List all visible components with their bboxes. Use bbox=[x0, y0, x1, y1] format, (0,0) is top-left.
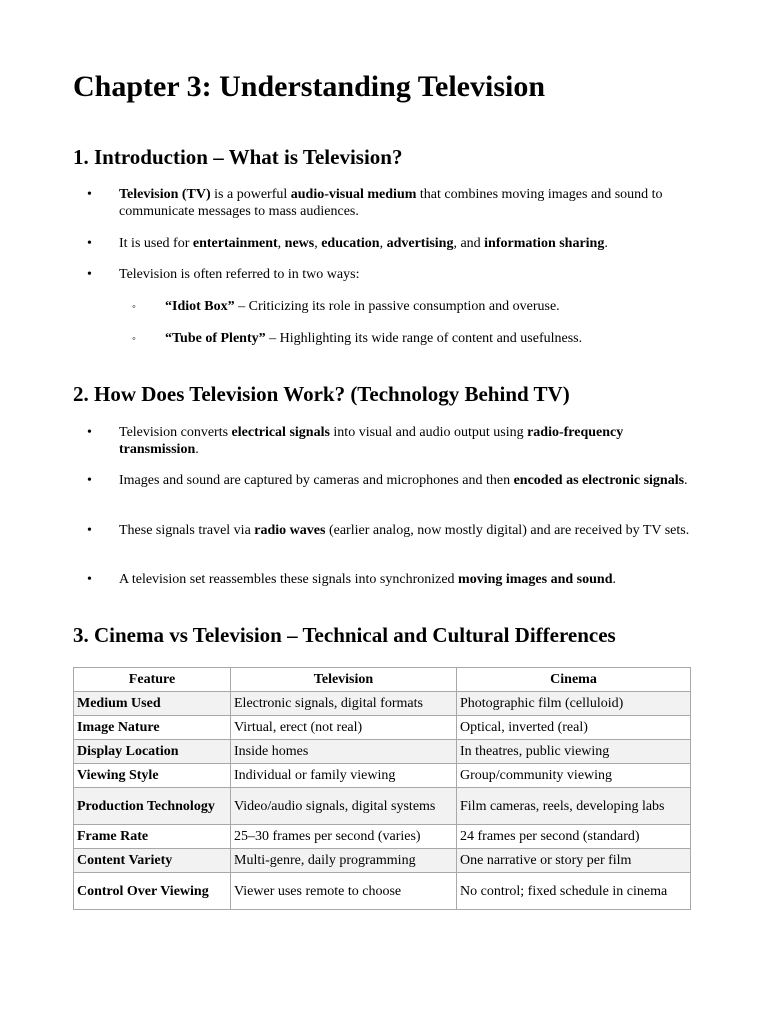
text: , bbox=[379, 236, 387, 251]
bold-text: information sharing bbox=[484, 236, 605, 251]
bullet-item bbox=[119, 266, 699, 283]
cinema-cell: No control; fixed schedule in cinema bbox=[457, 873, 691, 910]
television-cell: Inside homes bbox=[231, 740, 457, 764]
cinema-cell: Optical, inverted (real) bbox=[457, 716, 691, 740]
television-cell: Individual or family viewing bbox=[231, 764, 457, 788]
text: Television converts bbox=[119, 425, 232, 440]
table-row bbox=[74, 873, 691, 910]
text: is a powerful bbox=[210, 187, 291, 202]
text: , and bbox=[453, 236, 485, 251]
bullet-item bbox=[119, 472, 699, 489]
feature-cell: Medium Used bbox=[74, 692, 231, 716]
text: Television is often referred to in two ways: bbox=[119, 267, 360, 282]
bold-text: entertainment bbox=[192, 236, 278, 251]
bold-text: radio-frequency transmission bbox=[119, 425, 624, 457]
table-row bbox=[74, 692, 691, 716]
table-row bbox=[74, 849, 691, 873]
text: Images and sound are captured by cameras and microphones and then bbox=[119, 473, 514, 488]
bold-text: encoded as electronic signals bbox=[513, 473, 685, 488]
cinema-cell: 24 frames per second (standard) bbox=[457, 825, 691, 849]
sub-bullet-item bbox=[165, 298, 705, 315]
television-cell: Electronic signals, digital formats bbox=[231, 692, 457, 716]
bullet-item bbox=[119, 522, 699, 539]
table-row bbox=[74, 764, 691, 788]
cinema-cell: Photographic film (celluloid) bbox=[457, 692, 691, 716]
chapter-title: Chapter 3: Understanding Television bbox=[73, 70, 546, 103]
bold-text: electrical signals bbox=[231, 425, 330, 440]
cinema-cell: In theatres, public viewing bbox=[457, 740, 691, 764]
feature-cell: Content Variety bbox=[74, 849, 231, 873]
cinema-cell: One narrative or story per film bbox=[457, 849, 691, 873]
text: – Highlighting its wide range of content and usefulness. bbox=[265, 331, 583, 346]
table-body bbox=[74, 692, 691, 910]
text: (earlier analog, now mostly digital) and are received by TV sets. bbox=[325, 523, 690, 538]
column-header-feature: Feature bbox=[74, 668, 231, 692]
table-row bbox=[74, 788, 691, 825]
bold-text: radio waves bbox=[254, 523, 326, 538]
text: . bbox=[612, 572, 616, 587]
bold-text: advertising bbox=[386, 236, 454, 251]
section-heading-how-tv-works: 2. How Does Television Work? (Technology Behind TV) bbox=[73, 382, 570, 406]
text: A television set reassembles these signals into synchronized bbox=[119, 572, 459, 587]
bullet-item bbox=[119, 571, 699, 588]
television-cell: Viewer uses remote to choose bbox=[231, 873, 457, 910]
text: These signals travel via bbox=[119, 523, 255, 538]
television-cell: 25–30 frames per second (varies) bbox=[231, 825, 457, 849]
sub-bullet-item bbox=[165, 330, 705, 347]
bold-text: news bbox=[284, 236, 315, 251]
bullet-item bbox=[119, 235, 699, 252]
table-row bbox=[74, 716, 691, 740]
television-cell: Multi-genre, daily programming bbox=[231, 849, 457, 873]
text: . bbox=[195, 442, 199, 457]
bold-text: moving images and sound bbox=[458, 572, 613, 587]
text: , bbox=[277, 236, 285, 251]
column-header-television: Television bbox=[231, 668, 457, 692]
cinema-cell: Group/community viewing bbox=[457, 764, 691, 788]
feature-cell: Viewing Style bbox=[74, 764, 231, 788]
feature-cell: Production Technology bbox=[74, 788, 231, 825]
television-cell: Video/audio signals, digital systems bbox=[231, 788, 457, 825]
text: into visual and audio output using bbox=[329, 425, 528, 440]
text: . bbox=[684, 473, 688, 488]
table-header-row bbox=[74, 668, 691, 692]
text: that combines moving images and sound to communicate messages to mass audiences. bbox=[119, 187, 663, 219]
bold-text: education bbox=[321, 236, 380, 251]
bullet-item bbox=[119, 186, 699, 220]
television-cell: Virtual, erect (not real) bbox=[231, 716, 457, 740]
feature-cell: Display Location bbox=[74, 740, 231, 764]
bold-text: “Idiot Box” bbox=[165, 299, 235, 314]
table-row bbox=[74, 825, 691, 849]
comparison-table bbox=[73, 667, 691, 910]
text: – Criticizing its role in passive consumption and overuse. bbox=[234, 299, 560, 314]
text: . bbox=[604, 236, 608, 251]
column-header-cinema: Cinema bbox=[457, 668, 691, 692]
table-row bbox=[74, 740, 691, 764]
bold-text: Television (TV) bbox=[119, 187, 211, 202]
bullet-item bbox=[119, 424, 699, 458]
section-heading-introduction: 1. Introduction – What is Television? bbox=[73, 145, 403, 169]
cinema-cell: Film cameras, reels, developing labs bbox=[457, 788, 691, 825]
bold-text: “Tube of Plenty” bbox=[165, 331, 266, 346]
bold-text: audio-visual medium bbox=[290, 187, 417, 202]
feature-cell: Frame Rate bbox=[74, 825, 231, 849]
feature-cell: Control Over Viewing bbox=[74, 873, 231, 910]
section-heading-cinema-vs-tv: 3. Cinema vs Television – Technical and Cultural Differences bbox=[73, 623, 616, 647]
feature-cell: Image Nature bbox=[74, 716, 231, 740]
text: It is used for bbox=[119, 236, 193, 251]
text: , bbox=[314, 236, 322, 251]
